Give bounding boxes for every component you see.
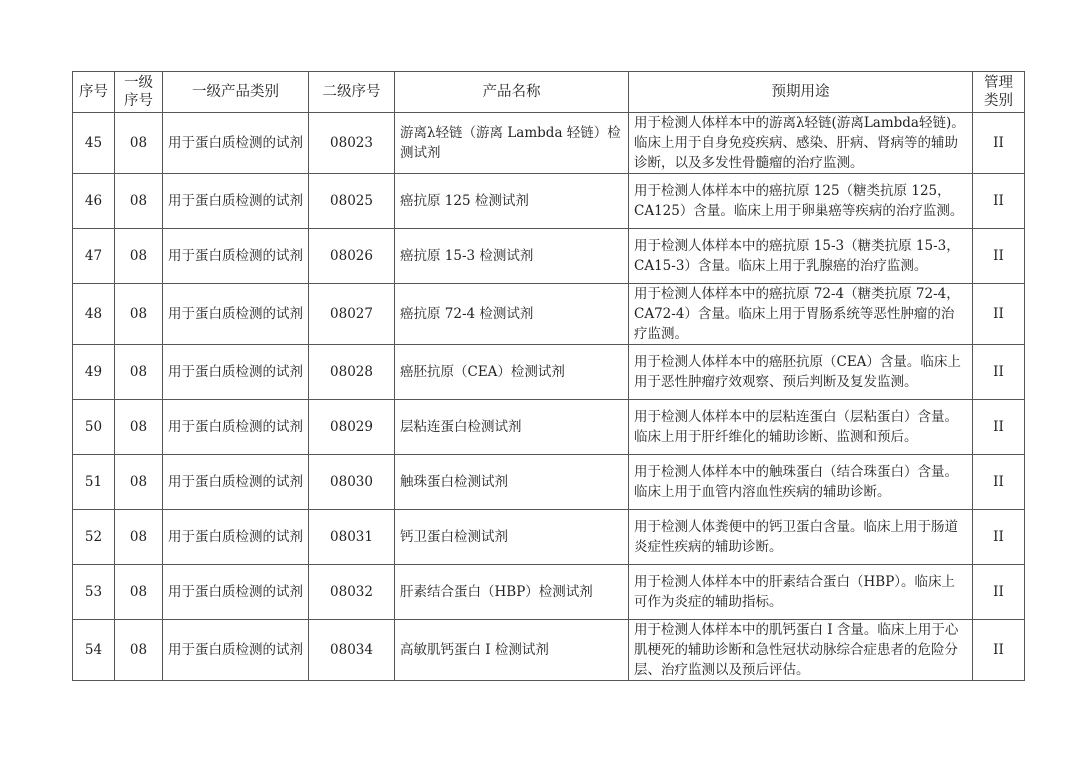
- header-product-name: 产品名称: [395, 72, 629, 113]
- cell-level1-category: 用于蛋白质检测的试剂: [163, 284, 309, 345]
- cell-serial-no: 45: [73, 113, 115, 174]
- cell-management-class: II: [973, 174, 1025, 229]
- cell-product-name: 癌胚抗原（CEA）检测试剂: [395, 345, 629, 400]
- table-row: [73, 620, 1025, 681]
- cell-level1-no: 08: [115, 510, 163, 565]
- cell-intended-use: 用于检测人体样本中的癌抗原 125（糖类抗原 125，CA125）含量。临床上用于卵巢癌等疾病的治疗监测。: [629, 174, 973, 229]
- cell-management-class: II: [973, 345, 1025, 400]
- table-row: [73, 400, 1025, 455]
- cell-serial-no: 51: [73, 455, 115, 510]
- cell-intended-use: 用于检测人体样本中的肌钙蛋白 I 含量。临床上用于心肌梗死的辅助诊断和急性冠状动脉综合症患者的危险分层、治疗监测以及预后评估。: [629, 620, 973, 681]
- cell-level2-no: 08031: [309, 510, 395, 565]
- cell-level1-category: 用于蛋白质检测的试剂: [163, 620, 309, 681]
- cell-management-class: II: [973, 113, 1025, 174]
- cell-management-class: II: [973, 284, 1025, 345]
- table-row: [73, 229, 1025, 284]
- cell-intended-use: 用于检测人体样本中的癌抗原 15-3（糖类抗原 15-3，CA15-3）含量。临床上用于乳腺癌的治疗监测。: [629, 229, 973, 284]
- cell-level1-no: 08: [115, 345, 163, 400]
- cell-product-name: 癌抗原 72-4 检测试剂: [395, 284, 629, 345]
- cell-serial-no: 46: [73, 174, 115, 229]
- header-level2-no: 二级序号: [309, 72, 395, 113]
- cell-level1-no: 08: [115, 229, 163, 284]
- header-level1-no: 一级序号: [115, 72, 163, 113]
- table-row: [73, 345, 1025, 400]
- product-catalog-table-page: [72, 71, 1013, 681]
- cell-intended-use: 用于检测人体样本中的肝素结合蛋白（HBP）。临床上可作为炎症的辅助指标。: [629, 565, 973, 620]
- cell-product-name: 游离λ轻链（游离 Lambda 轻链）检测试剂: [395, 113, 629, 174]
- cell-level1-category: 用于蛋白质检测的试剂: [163, 229, 309, 284]
- product-catalog-table: [72, 71, 1025, 681]
- cell-management-class: II: [973, 565, 1025, 620]
- cell-intended-use: 用于检测人体样本中的层粘连蛋白（层粘蛋白）含量。临床上用于肝纤维化的辅助诊断、监测和预后。: [629, 400, 973, 455]
- cell-level1-no: 08: [115, 455, 163, 510]
- cell-product-name: 癌抗原 15-3 检测试剂: [395, 229, 629, 284]
- table-header-row: [73, 72, 1025, 113]
- cell-level2-no: 08030: [309, 455, 395, 510]
- table-row: [73, 455, 1025, 510]
- cell-level2-no: 08023: [309, 113, 395, 174]
- cell-intended-use: 用于检测人体样本中的触珠蛋白（结合珠蛋白）含量。临床上用于血管内溶血性疾病的辅助诊断。: [629, 455, 973, 510]
- cell-product-name: 肝素结合蛋白（HBP）检测试剂: [395, 565, 629, 620]
- table-row: [73, 113, 1025, 174]
- cell-management-class: II: [973, 400, 1025, 455]
- cell-product-name: 触珠蛋白检测试剂: [395, 455, 629, 510]
- cell-serial-no: 47: [73, 229, 115, 284]
- cell-level2-no: 08026: [309, 229, 395, 284]
- cell-level1-category: 用于蛋白质检测的试剂: [163, 345, 309, 400]
- header-management-class: 管理类别: [973, 72, 1025, 113]
- cell-serial-no: 52: [73, 510, 115, 565]
- cell-level2-no: 08028: [309, 345, 395, 400]
- header-intended-use: 预期用途: [629, 72, 973, 113]
- cell-level2-no: 08027: [309, 284, 395, 345]
- cell-level2-no: 08025: [309, 174, 395, 229]
- cell-level1-category: 用于蛋白质检测的试剂: [163, 113, 309, 174]
- table-row: [73, 284, 1025, 345]
- cell-management-class: II: [973, 455, 1025, 510]
- cell-level1-no: 08: [115, 174, 163, 229]
- header-serial-no: 序号: [73, 72, 115, 113]
- cell-product-name: 高敏肌钙蛋白 I 检测试剂: [395, 620, 629, 681]
- cell-product-name: 钙卫蛋白检测试剂: [395, 510, 629, 565]
- cell-level2-no: 08029: [309, 400, 395, 455]
- cell-serial-no: 50: [73, 400, 115, 455]
- table-row: [73, 510, 1025, 565]
- cell-management-class: II: [973, 510, 1025, 565]
- cell-level1-no: 08: [115, 113, 163, 174]
- cell-level1-no: 08: [115, 400, 163, 455]
- cell-serial-no: 48: [73, 284, 115, 345]
- table-row: [73, 565, 1025, 620]
- cell-level1-category: 用于蛋白质检测的试剂: [163, 455, 309, 510]
- cell-intended-use: 用于检测人体样本中的癌胚抗原（CEA）含量。临床上用于恶性肿瘤疗效观察、预后判断及复发监测。: [629, 345, 973, 400]
- cell-level2-no: 08034: [309, 620, 395, 681]
- cell-level1-category: 用于蛋白质检测的试剂: [163, 400, 309, 455]
- cell-product-name: 癌抗原 125 检测试剂: [395, 174, 629, 229]
- cell-level1-category: 用于蛋白质检测的试剂: [163, 510, 309, 565]
- cell-level1-category: 用于蛋白质检测的试剂: [163, 174, 309, 229]
- header-level1-category: 一级产品类别: [163, 72, 309, 113]
- cell-product-name: 层粘连蛋白检测试剂: [395, 400, 629, 455]
- table-row: [73, 174, 1025, 229]
- cell-serial-no: 54: [73, 620, 115, 681]
- cell-serial-no: 53: [73, 565, 115, 620]
- cell-level1-no: 08: [115, 565, 163, 620]
- cell-intended-use: 用于检测人体样本中的游离λ轻链(游离Lambda轻链)。临床上用于自身免疫疾病、感染、肝病、肾病等的辅助诊断，以及多发性骨髓瘤的治疗监测。: [629, 113, 973, 174]
- cell-management-class: II: [973, 229, 1025, 284]
- cell-level1-no: 08: [115, 620, 163, 681]
- cell-level1-category: 用于蛋白质检测的试剂: [163, 565, 309, 620]
- cell-level2-no: 08032: [309, 565, 395, 620]
- cell-intended-use: 用于检测人体样本中的癌抗原 72-4（糖类抗原 72-4，CA72-4）含量。临床上用于胃肠系统等恶性肿瘤的治疗监测。: [629, 284, 973, 345]
- cell-management-class: II: [973, 620, 1025, 681]
- cell-intended-use: 用于检测人体粪便中的钙卫蛋白含量。临床上用于肠道炎症性疾病的辅助诊断。: [629, 510, 973, 565]
- cell-level1-no: 08: [115, 284, 163, 345]
- cell-serial-no: 49: [73, 345, 115, 400]
